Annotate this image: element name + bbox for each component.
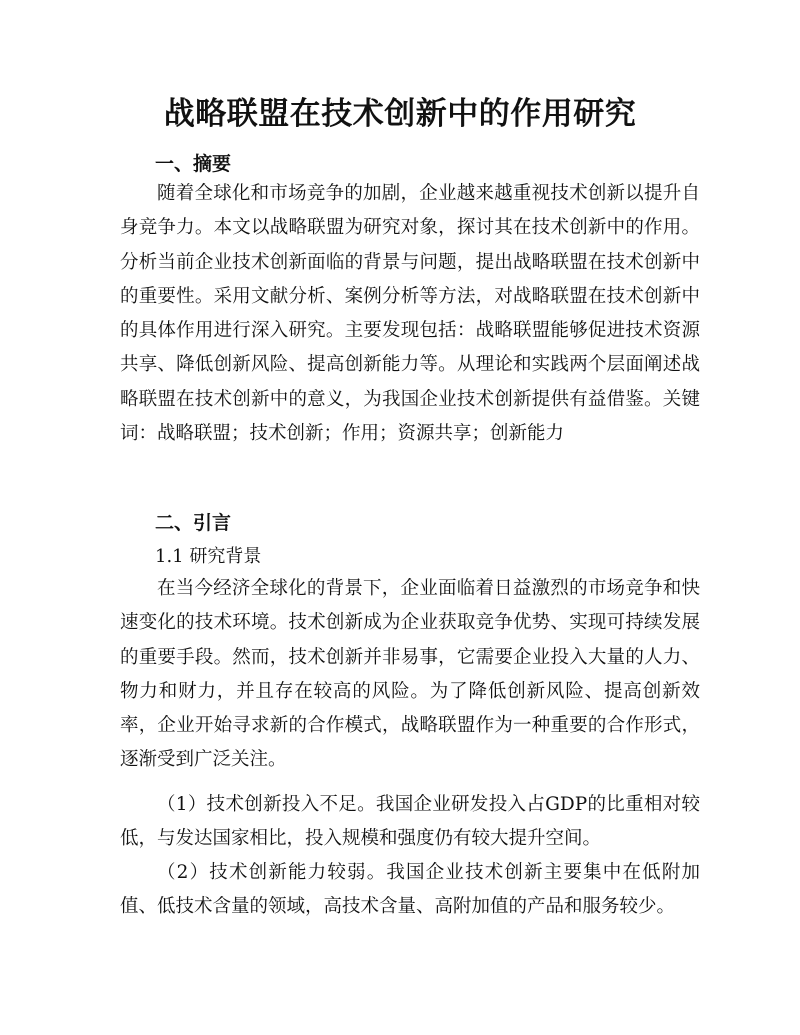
research-background-subheading: 1.1 研究背景 xyxy=(155,546,262,567)
introduction-heading: 二、引言 xyxy=(155,512,232,534)
document-title: 战略联盟在技术创新中的作用研究 xyxy=(163,96,637,132)
abstract-paragraph: 随着全球化和市场竞争的加剧，企业越来越重视技术创新以提升自身竞争力。本文以战略联盟为研究对象，探讨其在技术创新中的作用。分析当前企业技术创新面临的背景与问题，提出战略联盟在技术创新中的重要性。采用文献分析、案例分析等方法，对战略联盟在技术创新中的具体作用进行深入研究。主要发现包括：战略联盟能够促进技术资源共享、降低创新风险、提高创新能力等。从理论和实践两个层面阐述战略联盟在技术创新中的意义，为我国企业技术创新提供有益借鉴。关键词：战略联盟；技术创新；作用；资源共享；创新能力 xyxy=(120,183,700,445)
introduction-paragraph-3: （2）技术创新能力较弱。我国企业技术创新主要集中在低附加值、低技术含量的领域，高技术含量、高附加值的产品和服务较少。 xyxy=(120,862,700,918)
introduction-paragraph-1: 在当今经济全球化的背景下，企业面临着日益激烈的市场竞争和快速变化的技术环境。技术创新成为企业获取竞争优势、实现可持续发展的重要手段。然而，技术创新并非易事，它需要企业投入大量的人力、物力和财力，并且存在较高的风险。为了降低创新风险、提高创新效率，企业开始寻求新的合作模式，战略联盟作为一种重要的合作形式，逐渐受到广泛关注。 xyxy=(120,578,700,771)
abstract-heading: 一、摘要 xyxy=(155,153,232,175)
introduction-paragraph-2: （1）技术创新投入不足。我国企业研发投入占GDP的比重相对较低，与发达国家相比，投入规模和强度仍有较大提升空间。 xyxy=(120,794,700,850)
